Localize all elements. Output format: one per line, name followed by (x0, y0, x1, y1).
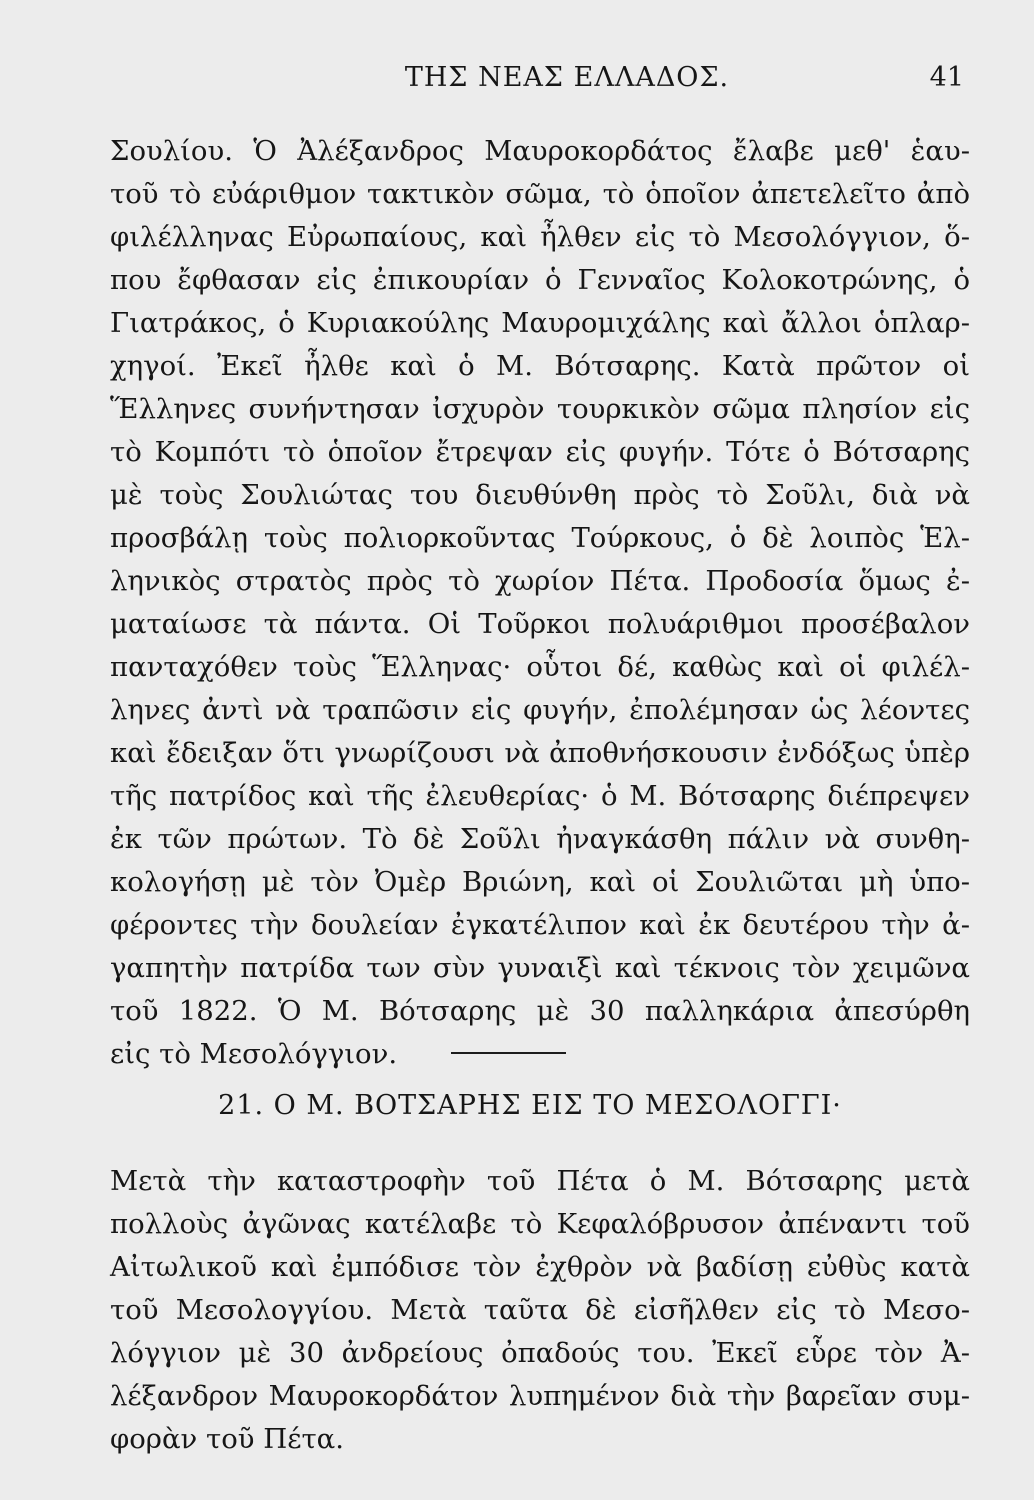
text-line: Ἕλληνες συνήντησαν ἰσχυρὸν τουρκικὸν σῶμα πλησίον εἰς (110, 393, 970, 425)
text-line: προσβάλῃ τοὺς πολιορκοῦντας Τούρκους, ὁ δὲ λοιπὸς Ἑλ- (110, 522, 970, 554)
paragraph-souli-campaign (110, 130, 970, 1076)
text-line: χηγοί. Ἐκεῖ ἦλθε καὶ ὁ Μ. Βότσαρης. Κατὰ πρῶτον οἱ (110, 350, 970, 382)
text-line: καὶ ἔδειξαν ὅτι γνωρίζουσι νὰ ἀποθνήσκουσιν ἐνδόξως ὑπὲρ (110, 737, 970, 769)
text-line: φιλέλληνας Εὐρωπαίους, καὶ ἦλθεν εἰς τὸ Μεσολόγγιον, ὅ- (110, 221, 970, 253)
text-line: γαπητὴν πατρίδα των σὺν γυναιξὶ καὶ τέκνοις τὸν χειμῶνα (110, 952, 970, 984)
text-line: φορὰν τοῦ Πέτα. (110, 1423, 344, 1455)
text-line: ληνες ἀντὶ νὰ τραπῶσιν εἰς φυγήν, ἐπολέμησαν ὡς λέοντες (110, 694, 970, 726)
text-line: τοῦ τὸ εὐάριθμον τακτικὸν σῶμα, τὸ ὁποῖον ἀπετελεῖτο ἀπὸ (110, 178, 970, 210)
text-line: μὲ τοὺς Σουλιώτας του διευθύνθη πρὸς τὸ Σοῦλι, διὰ νὰ (110, 479, 970, 511)
text-line: τοῦ Μεσολογγίου. Μετὰ ταῦτα δὲ εἰσῆλθεν εἰς τὸ Μεσο- (110, 1294, 970, 1326)
text-line: κολογήσῃ μὲ τὸν Ὀμὲρ Βριώνη, καὶ οἱ Σουλιῶται μὴ ὑπο- (110, 866, 970, 898)
text-line: τῆς πατρίδος καὶ τῆς ἐλευθερίας· ὁ Μ. Βότσαρης διέπρεψεν (110, 780, 970, 812)
text-line: Αἰτωλικοῦ καὶ ἐμπόδισε τὸν ἐχθρὸν νὰ βαδίσῃ εὐθὺς κατὰ (110, 1251, 970, 1283)
text-line: τὸ Κομπότι τὸ ὁποῖον ἔτρεψαν εἰς φυγήν. Τότε ὁ Βότσαρης (110, 436, 970, 468)
text-line: Μετὰ τὴν καταστροφὴν τοῦ Πέτα ὁ Μ. Βότσαρης μετὰ (110, 1165, 970, 1197)
paragraph-mesolongi (110, 1160, 970, 1461)
text-line: λέξανδρον Μαυροκορδάτον λυπημένον διὰ τὴν βαρεῖαν συμ- (110, 1380, 970, 1412)
section-heading: 21. Ο Μ. ΒΟΤΣΑΡΗΣ ΕΙΣ ΤΟ ΜΕΣΟΛΟΓΓΙ· (218, 1090, 842, 1121)
text-line: φέροντες τὴν δουλείαν ἐγκατέλιπον καὶ ἐκ δευτέρου τὴν ἀ- (110, 909, 970, 941)
text-line: πολλοὺς ἀγῶνας κατέλαβε τὸ Κεφαλόβρυσον ἀπέναντι τοῦ (110, 1208, 970, 1240)
text-line: ματαίωσε τὰ πάντα. Οἱ Τοῦρκοι πολυάριθμοι προσέβαλον (110, 608, 970, 640)
text-line: ἐκ τῶν πρώτων. Τὸ δὲ Σοῦλι ἠναγκάσθη πάλιν νὰ συνθη- (110, 823, 970, 855)
section-separator (451, 1052, 566, 1054)
page-number: 41 (929, 62, 964, 93)
text-line: πανταχόθεν τοὺς Ἕλληνας· οὗτοι δέ, καθὼς καὶ οἱ φιλέλ- (110, 651, 970, 683)
text-line: τοῦ 1822. Ὁ Μ. Βότσαρης μὲ 30 παλληκάρια ἀπεσύρθη (110, 995, 970, 1027)
text-line: λόγγιον μὲ 30 ἀνδρείους ὀπαδούς του. Ἐκεῖ εὗρε τὸν Ἀ- (110, 1337, 970, 1369)
text-line: Σουλίου. Ὁ Ἀλέξανδρος Μαυροκορδάτος ἔλαβε μεθ' ἑαυ- (110, 135, 970, 167)
text-line: εἰς τὸ Μεσολόγγιον. (110, 1038, 398, 1070)
running-title: ΤΗΣ ΝΕΑΣ ΕΛΛΑΔΟΣ. (404, 62, 730, 93)
text-line: ληνικὸς στρατὸς πρὸς τὸ χωρίον Πέτα. Προδοσία ὅμως ἐ- (110, 565, 970, 597)
text-line: Γιατράκος, ὁ Κυριακούλης Μαυρομιχάλης καὶ ἄλλοι ὁπλαρ- (110, 307, 970, 339)
running-head (110, 62, 964, 98)
text-line: που ἔφθασαν εἰς ἐπικουρίαν ὁ Γενναῖος Κολοκοτρώνης, ὁ (110, 264, 970, 296)
